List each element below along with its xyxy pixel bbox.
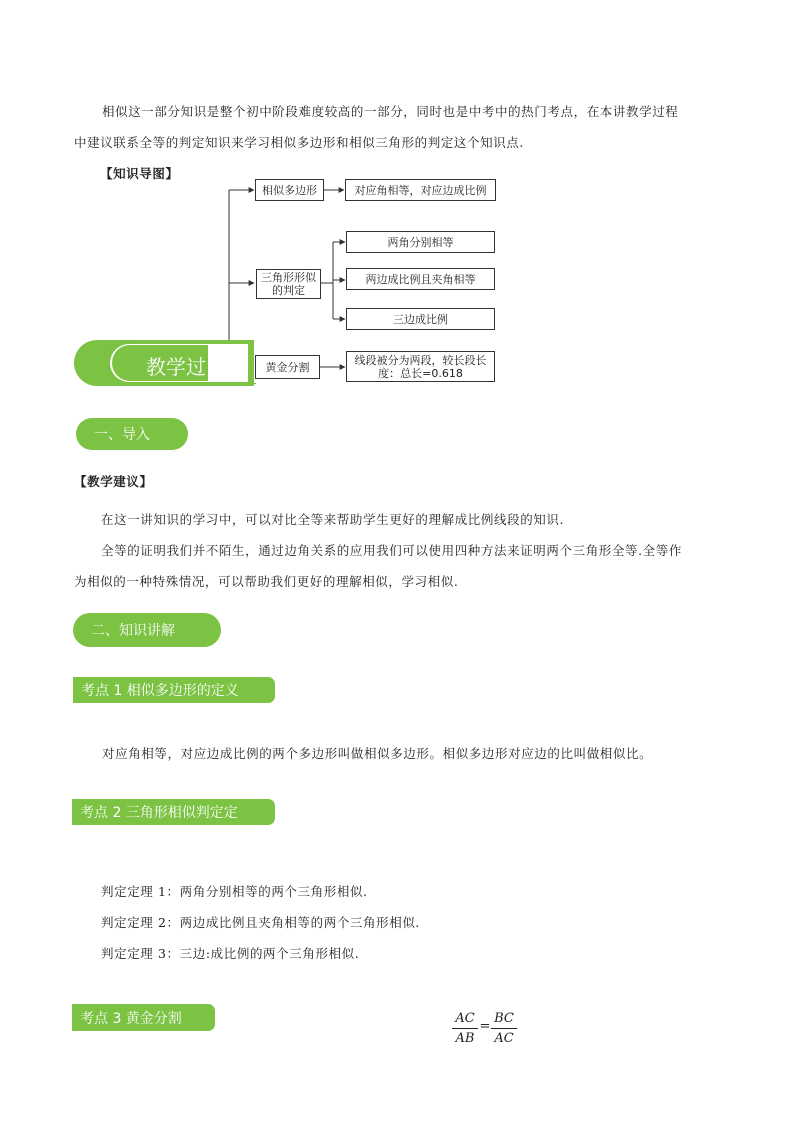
section-2-title: 二、知识讲解 [73, 613, 221, 647]
formula-equals: = [479, 1019, 491, 1034]
theorem-3: 判定定理 3：三边:成比例的两个三角形相似. [101, 946, 360, 961]
formula-fraction-bar-2 [491, 1028, 517, 1029]
formula-denominator-1: AB [455, 1031, 475, 1046]
leaf-sss: 三边成比例 [346, 308, 495, 330]
node-triangle-similarity [256, 269, 321, 299]
node-golden-section: 黄金分割 [255, 355, 320, 379]
process-banner-underline [208, 383, 256, 384]
leaf-golden-line-1: 线段被分为两段，较长段长 [354, 353, 487, 367]
teaching-advice-title: 【教学建议】 [74, 474, 153, 489]
leaf-two-angles: 两角分别相等 [346, 231, 495, 253]
advice-paragraph-1: 在这一讲知识的学习中，可以对比全等来帮助学生更好的理解成比例线段的知识. [101, 512, 565, 527]
point-1-text: 对应角相等，对应边成比例的两个多边形叫做相似多边形。相似多边形对应边的比叫做相似比。 [102, 746, 653, 761]
formula-fraction-bar-1 [452, 1028, 478, 1029]
leaf-sas: 两边成比例且夹角相等 [346, 268, 495, 290]
theorem-2: 判定定理 2：两边成比例且夹角相等的两个三角形相似. [101, 915, 421, 930]
leaf-golden-line-2: 度：总长=0.618 [378, 366, 463, 380]
theorem-1: 判定定理 1：两角分别相等的两个三角形相似. [101, 884, 368, 899]
section-1-title: 一、导入 [76, 418, 188, 450]
node-similar-polygon: 相似多边形 [255, 179, 324, 201]
intro-line-2: 中建议联系全等的判定知识来学习相似多边形和相似三角形的判定这个知识点. [74, 135, 524, 150]
advice-paragraph-2-line-1: 全等的证明我们并不陌生，通过边角关系的应用我们可以使用四种方法来证明两个三角形全等.全等作 [101, 543, 682, 558]
formula-numerator-1: AC [455, 1011, 475, 1026]
point-3-title: 考点 3 黄金分割 [72, 1004, 215, 1031]
formula-denominator-2: AC [494, 1031, 514, 1046]
point-1-title: 考点 1 相似多边形的定义 [73, 677, 275, 703]
node-triangle-line-2: 的判定 [272, 284, 305, 297]
intro-line-1: 相似这一部分知识是整个初中阶段难度较高的一部分，同时也是中考中的热门考点，在本讲教学过程 [102, 104, 679, 119]
advice-paragraph-2-line-2: 为相似的一种特殊情况，可以帮助我们更好的理解相似，学习相似. [74, 574, 459, 589]
formula-numerator-2: BC [494, 1011, 514, 1026]
point-2-title: 考点 2 三角形相似判定定 [72, 799, 275, 825]
mindmap-title: 【知识导图】 [100, 166, 179, 181]
process-banner-label: 教学过 [146, 355, 206, 379]
node-triangle-line-1: 三角形形似 [261, 271, 316, 284]
leaf-polygon-definition: 对应角相等，对应边成比例 [345, 179, 496, 201]
leaf-golden-definition [346, 351, 495, 382]
